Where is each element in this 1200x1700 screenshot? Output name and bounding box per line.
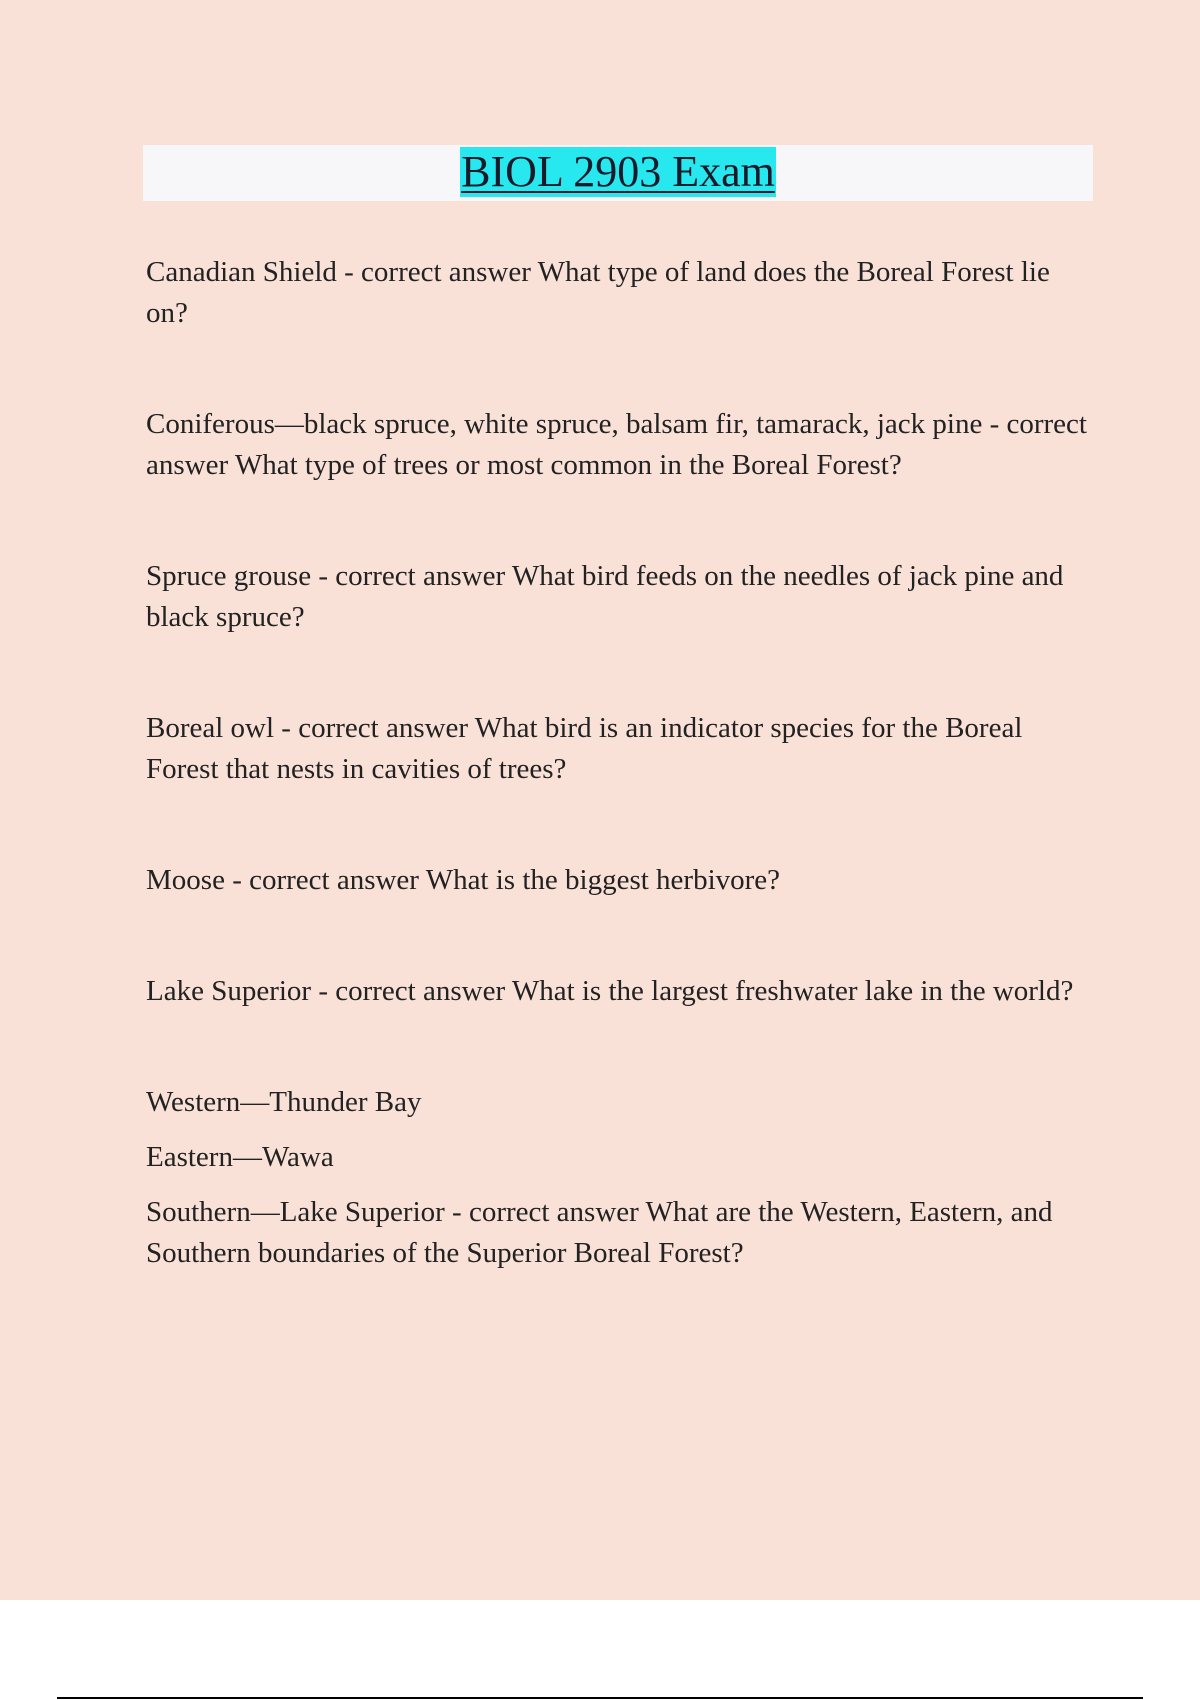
qa-entry-spruce-grouse: Spruce grouse - correct answer What bird feeds on the needles of jack pine and black spruce? [146,560,1064,633]
qa-entry-coniferous: Coniferous—black spruce, white spruce, balsam fir, tamarack, jack pine - correct answer What type of trees or most common in the Boreal Forest? [146,408,1087,481]
qa-entry-moose: Moose - correct answer What is the biggest herbivore? [146,864,781,896]
qa-entry-lake-superior: Lake Superior - correct answer What is the largest freshwater lake in the world? [146,975,1074,1007]
title-band [143,145,1093,201]
qa-entry-eastern-boundary: Eastern—Wawa [146,1141,334,1173]
footer-rule [57,1697,1143,1699]
qa-entry-southern-boundary: Southern—Lake Superior - correct answer What are the Western, Eastern, and Southern boundaries of the Superior Boreal Forest? [146,1196,1053,1269]
qa-entry-western-boundary: Western—Thunder Bay [146,1086,422,1118]
qa-list [146,252,1096,1274]
document-title: BIOL 2903 Exam [461,147,775,196]
qa-entry-canadian-shield: Canadian Shield - correct answer What type of land does the Boreal Forest lie on? [146,256,1050,329]
qa-entry-boreal-owl: Boreal owl - correct answer What bird is an indicator species for the Boreal Forest that nests in cavities of trees? [146,712,1023,785]
